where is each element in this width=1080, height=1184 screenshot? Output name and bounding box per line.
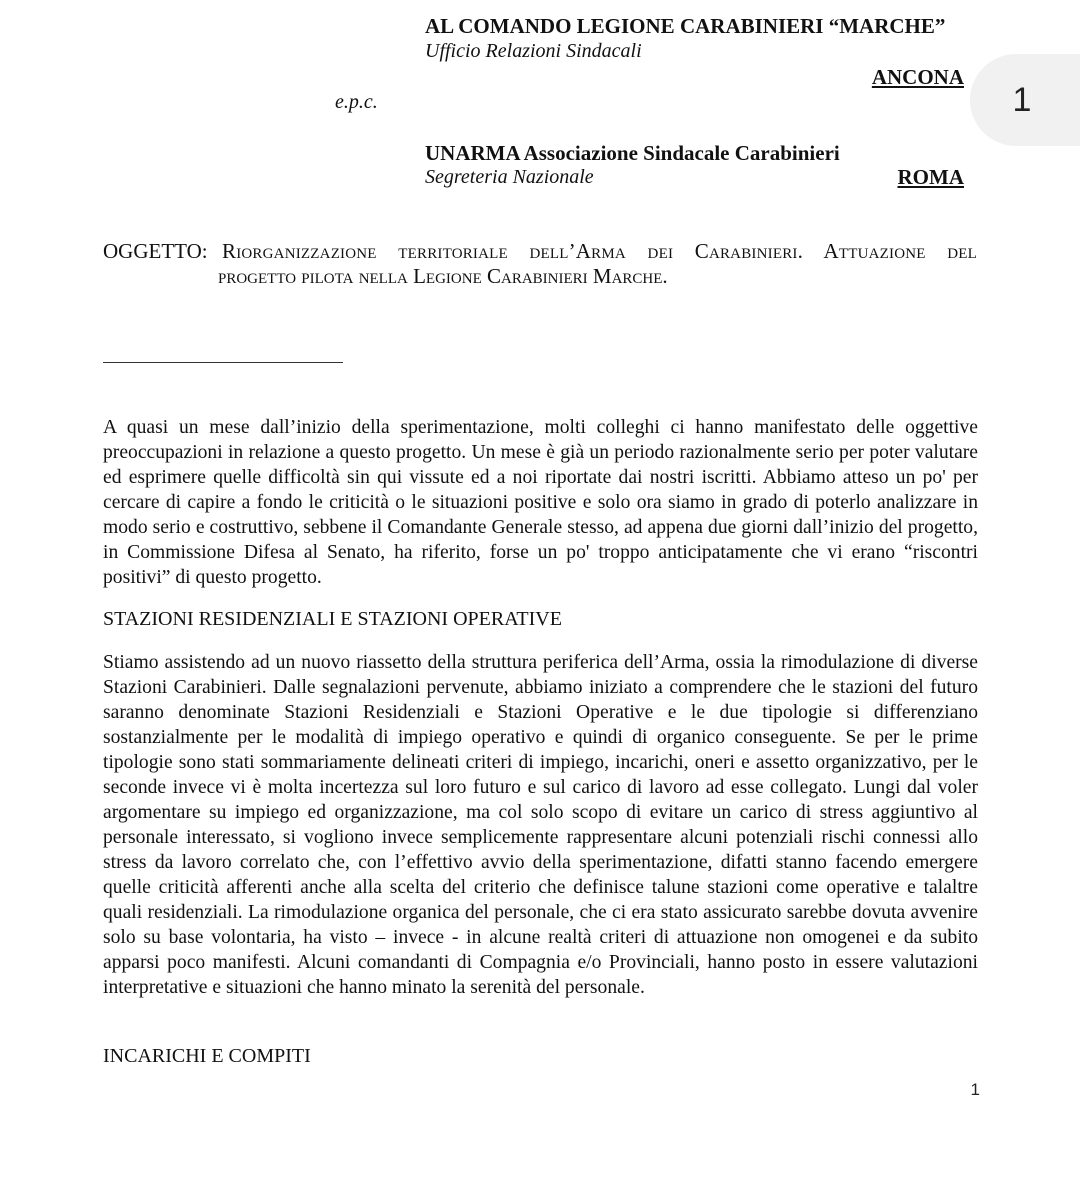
subject-line-1: Riorganizzazione territoriale dell’Arma dei Carabinieri. Attuazione del <box>222 239 977 263</box>
subject-line-2: progetto pilota nella Legione Carabinieri Marche. <box>218 264 668 288</box>
footer-page-number: 1 <box>970 1080 980 1099</box>
section-heading-incarichi: INCARICHI E COMPITI <box>103 1045 311 1067</box>
cc-recipient-city: ROMA <box>897 165 964 189</box>
separator-rule <box>103 362 343 363</box>
recipient-title: AL COMANDO LEGIONE CARABINIERI “MARCHE” <box>425 14 946 38</box>
body-paragraph-2: Stiamo assistendo ad un nuovo riassetto della struttura periferica dell’Arma, ossia la rimodulazione di diverse Stazioni Carabinieri. Dalle segnalazioni pervenute, abbiamo iniziato a comprendere che le stazioni del futuro saranno denominate Stazioni Residenziali e Stazioni Operative e le due tipologie si differenziano sostanzialmente per le modalità di impiego operativo e quindi di organico conseguente. Se per le prime tipologie sono stati sommariamente delineati criteri di impiego, incarichi, oneri e assetto organizzativo, per le seconde invece vi è molta incertezza sul loro futuro e sul carico di lavoro ad esse collegato. Lungi dal voler argomentare su impiego ed organizzazione, ma col solo scopo di evitare un carico di stress aggiuntivo al personale interessato, si vogliono invece semplicemente rappresentare alcuni potenziali rischi connessi allo stress da lavoro correlato che, con l’effettivo avvio della sperimentazione, difatti stanno facendo emergere quelle criticità afferenti anche alla scelta del criterio che definisce talune stazioni come operative e talaltre quali residenziali. La rimodulazione organica del personale, che ci era stato assicurato sarebbe dovuta avvenire solo su base volontaria, ha visto – invece - in alcune realtà criteri di attuazione non omogenei e da subito apparsi poco manifesti. Alcuni comandanti di Compagnia e/o Provinciali, hanno posto in essere valutazioni interpretative e situazioni che hanno minato la serenità del personale. <box>103 652 978 998</box>
recipient-city: ANCONA <box>871 65 964 89</box>
section-heading-stazioni: STAZIONI RESIDENZIALI E STAZIONI OPERATIVE <box>103 608 562 630</box>
subject-label: OGGETTO: <box>103 239 208 263</box>
page-indicator-badge <box>970 54 1080 146</box>
cc-recipient-office: Segreteria Nazionale <box>425 166 594 188</box>
body-paragraph-1: A quasi un mese dall’inizio della sperimentazione, molti colleghi ci hanno manifestato delle oggettive preoccupazioni in relazione a questo progetto. Un mese è già un periodo razionalmente serio per poter valutare ed esprimere quelle difficoltà sin qui vissute ed a noi riportate dai nostri iscritti. Abbiamo atteso un po' per cercare di capire a fondo le criticità o le situazioni positive e solo ora siamo in grado di poterlo analizzare in modo serio e costruttivo, sebbene il Comandante Generale stesso, ad appena due giorni dall’inizio del progetto, in Commissione Difesa al Senato, ha riferito, forse un po' troppo anticipatamente che vi erano “riscontri positivi” di questo progetto. <box>103 417 978 588</box>
epc-label: e.p.c. <box>335 91 378 113</box>
cc-recipient-title: UNARMA Associazione Sindacale Carabinieri <box>425 141 840 165</box>
recipient-office: Ufficio Relazioni Sindacali <box>425 40 642 62</box>
page-indicator-number: 1 <box>1012 81 1032 119</box>
